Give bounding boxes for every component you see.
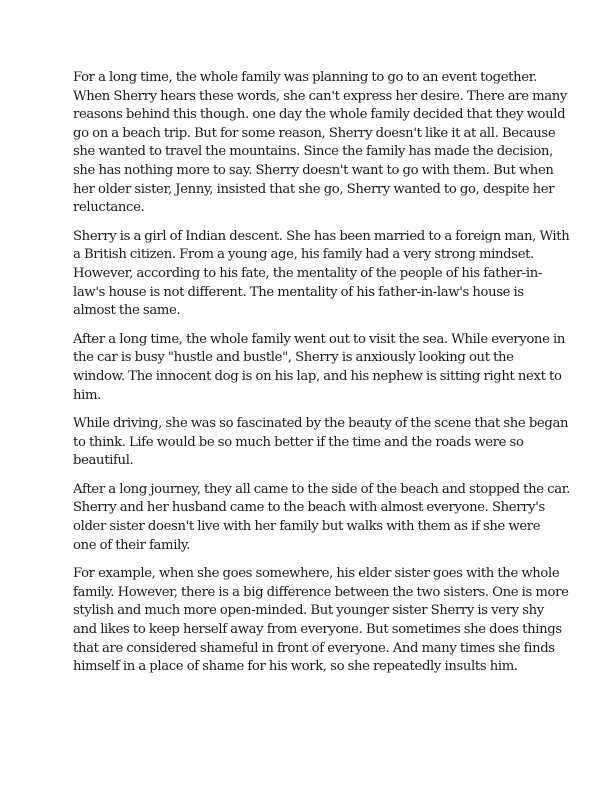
text-line: that are considered shameful in front of everyone. And many times she finds [73, 640, 555, 656]
text-line: go on a beach trip. But for some reason, Sherry doesn't like it at all. Because [73, 125, 556, 141]
paragraph-4 [73, 415, 569, 471]
text-line: While driving, she was so fascinated by the beauty of the scene that she began [73, 416, 569, 432]
paragraph-6 [73, 565, 569, 677]
text-line: the car is busy "hustle and bustle", Sherry is anxiously looking out the [73, 350, 514, 366]
text-line: she wanted to travel the mountains. Since the family has made the decision, [73, 144, 554, 160]
paragraph-2 [73, 228, 570, 321]
text-line: window. The innocent dog is on his lap, and his nephew is sitting right next to [73, 368, 562, 384]
text-line: stylish and much more open-minded. But younger sister Sherry is very shy [73, 603, 544, 619]
paragraph-1 [73, 69, 567, 218]
paragraph-3 [73, 331, 565, 405]
text-line: Sherry and her husband came to the beach with almost everyone. Sherry's [73, 500, 545, 516]
text-line: After a long journey, they all came to the side of the beach and stopped the car. [73, 481, 571, 497]
text-line: family. However, there is a big difference between the two sisters. One is more [73, 584, 569, 600]
document-body [73, 69, 571, 687]
text-line: older sister doesn't live with her family but walks with them as if she were [73, 519, 541, 535]
text-line: For example, when she goes somewhere, his elder sister goes with the whole [73, 566, 560, 582]
text-line: to think. Life would be so much better if the time and the roads were so [73, 434, 524, 450]
text-line: However, according to his fate, the mentality of the people of his father-in- [73, 265, 542, 281]
text-line: reasons behind this though. one day the whole family decided that they would [73, 107, 566, 123]
text-line: reluctance. [73, 200, 145, 216]
text-line: her older sister, Jenny, insisted that she go, Sherry wanted to go, despite her [73, 181, 555, 197]
text-line: For a long time, the whole family was planning to go to an event together. [73, 70, 538, 85]
paragraph-5 [73, 481, 571, 555]
text-line: beautiful. [73, 453, 134, 469]
text-line: Sherry is a girl of Indian descent. She has been married to a foreign man, With [73, 228, 570, 244]
text-line: she has nothing more to say. Sherry doesn't want to go with them. But when [73, 162, 554, 178]
text-line: law's house is not different. The mentality of his father-in-law's house is [73, 284, 524, 300]
text-line: When Sherry hears these words, she can't express her desire. There are many [73, 88, 567, 104]
text-line: and likes to keep herself away from everyone. But sometimes she does things [73, 622, 562, 638]
text-line: him. [73, 387, 102, 403]
text-line: himself in a place of shame for his work, so she repeatedly insults him. [73, 659, 518, 675]
text-line: a British citizen. From a young age, his family had a very strong mindset. [73, 247, 534, 263]
text-line: almost the same. [73, 303, 181, 319]
text-line: After a long time, the whole family went out to visit the sea. While everyone in [73, 331, 565, 347]
text-line: one of their family. [73, 537, 191, 553]
